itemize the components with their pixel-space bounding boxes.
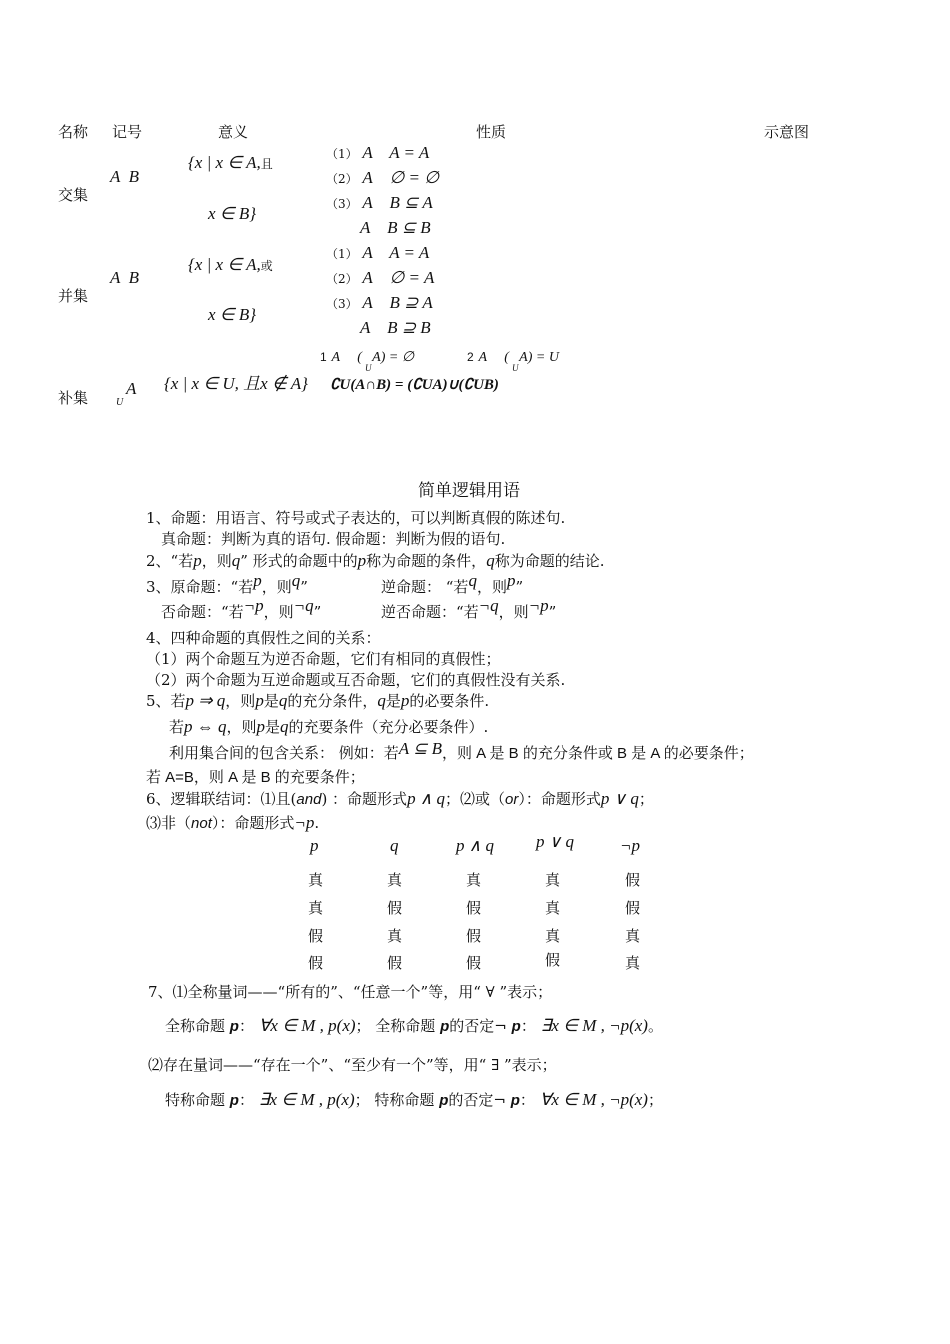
truth-cell: 真 — [387, 927, 403, 945]
var-q: q — [468, 571, 477, 590]
union-symbol: A B — [110, 268, 139, 287]
var-p: p — [439, 1092, 449, 1109]
prop-text: A A = A — [362, 143, 430, 162]
universal-expr: ∀x ∈ M , p(x) — [258, 1016, 356, 1035]
text: 称为命题的结论. — [494, 552, 605, 570]
logic-line-4-converse — [381, 571, 524, 597]
text: ： — [520, 1017, 536, 1035]
prop-number: （2） — [326, 272, 358, 286]
var-p: p — [400, 691, 410, 710]
text: ，则 — [498, 603, 529, 621]
prop-text: A ∅ = ∅ — [362, 168, 440, 187]
var-not-p: ¬p — [528, 596, 549, 615]
logic-line-2: 真命题：判断为真的语句. 假命题：判断为假的语句. — [161, 530, 506, 548]
header-diagram: 示意图 — [764, 123, 810, 141]
prop-text: A B ⊆ B — [360, 218, 431, 237]
complement-symbol: A — [126, 379, 137, 398]
text: 的充分条件， — [287, 692, 378, 710]
prop-text: A A = A — [362, 243, 430, 262]
text: 2、“若 — [146, 552, 194, 570]
truth-cell: 真 — [625, 927, 641, 945]
text: ；⑵或（ — [445, 790, 506, 808]
var-p: p — [357, 551, 367, 570]
text: 5、若 — [146, 692, 186, 710]
var-not-p: ¬p — [243, 596, 264, 615]
truth-cell: 假 — [466, 954, 482, 972]
text: ” 形式的命题中的 — [240, 552, 358, 570]
header-meaning: 意义 — [218, 123, 249, 141]
or-word: or — [505, 791, 519, 808]
quantifier-line-3: ⑵存在量词——“存在一个”、“至少有一个”等，用“ ∃ ”表示； — [148, 1056, 557, 1074]
text: ” — [300, 578, 308, 596]
neg-symbol: ¬ — [493, 1091, 506, 1109]
truth-cell: 真 — [466, 871, 482, 889]
intersection-prop-4 — [360, 218, 431, 238]
quantifier-line-2 — [165, 1015, 663, 1036]
prop-text: A ∅ = A — [362, 268, 435, 287]
truth-cell: 真 — [387, 871, 403, 889]
text: 3、原命题：“若 — [146, 578, 254, 596]
truth-cell: 假 — [466, 927, 482, 945]
text: ，则 — [261, 578, 292, 596]
var-p: p — [256, 717, 266, 736]
text: 。 — [647, 1017, 663, 1035]
logic-line-6: 4、四种命题的真假性之间的关系： — [146, 629, 381, 647]
intersection-meaning-1-word: 且 — [260, 157, 273, 171]
implies-expr: p ⇒ q — [185, 691, 226, 710]
truth-cell: 真 — [545, 871, 561, 889]
intersection-meaning-1-expr: {x | x ∈ A, — [188, 153, 261, 172]
text: 利用集合间的包含关系： 例如：若 — [169, 744, 399, 762]
var-p: p — [229, 1092, 239, 1109]
text: ，则 — [225, 692, 256, 710]
var-p: p — [511, 1018, 521, 1035]
intersection-name: 交集 — [58, 186, 89, 204]
subset-expr: A ⊆ B — [398, 739, 442, 758]
union-prop-3 — [326, 293, 433, 313]
text: ” — [548, 603, 557, 621]
complement-meaning: {x | x ∈ U, 且x ∉ A} — [164, 374, 308, 393]
complement-prop-1-sub: U — [365, 363, 372, 373]
text: 是 — [265, 718, 281, 736]
truth-cell: 假 — [625, 871, 641, 889]
truth-cell: 假 — [545, 951, 561, 969]
prop-text: A ( A) = ∅ — [331, 350, 415, 365]
complement-name: 补集 — [58, 389, 89, 407]
section-title: 简单逻辑用语 — [418, 481, 520, 501]
prop-number: （2） — [326, 172, 358, 186]
text: ⑶非（ — [146, 814, 192, 832]
not-word: not — [191, 815, 212, 832]
var-not-q: ¬q — [293, 596, 314, 615]
truth-cell: 真 — [545, 927, 561, 945]
var-p: p — [440, 1018, 450, 1035]
iff-expr: p ⇔ q — [184, 717, 227, 736]
or-expr: p ∨ q — [600, 789, 639, 808]
text: ，则 — [226, 718, 257, 736]
var-q: q — [280, 717, 289, 736]
intersection-meaning-2: x ∈ B} — [208, 204, 257, 223]
var-p: p — [255, 691, 264, 710]
logic-line-5 — [161, 596, 322, 622]
existential-expr: ∃x ∈ M , p(x) — [258, 1090, 355, 1109]
truth-cell: 假 — [466, 899, 482, 917]
text: ； — [647, 1091, 663, 1109]
text: 的必要条件. — [409, 692, 490, 710]
union-meaning-2: x ∈ B} — [208, 305, 257, 324]
logic-line-14 — [146, 812, 319, 833]
complement-prop-2-sub: U — [512, 363, 519, 373]
prop-text: A B ⊇ B — [360, 318, 431, 337]
truth-cell: 假 — [308, 927, 324, 945]
text: 6、逻辑联结词：⑴且( — [146, 790, 297, 808]
prop-text: A B ⊇ A — [362, 293, 433, 312]
text: ； — [638, 790, 654, 808]
neg-symbol: ¬ — [494, 1017, 507, 1035]
intersection-symbol: A B — [110, 167, 139, 186]
logic-line-9 — [146, 690, 489, 711]
logic-line-10 — [169, 716, 488, 737]
text: ，则 — [263, 603, 294, 621]
union-meaning-1-word: 或 — [260, 259, 273, 273]
and-expr: p ∧ q — [407, 789, 446, 808]
text: 逆否命题：“若 — [381, 603, 479, 621]
text: ” — [515, 578, 524, 596]
var-q: q — [291, 571, 301, 590]
logic-line-12: 若 A=B，则 A 是 B 的充要条件； — [146, 769, 365, 786]
var-q: q — [377, 691, 386, 710]
logic-line-5-contrapositive — [381, 596, 557, 622]
var-p: p — [229, 1018, 239, 1035]
logic-line-4 — [146, 571, 308, 597]
negation-expr: ∃x ∈ M , ¬p(x) — [540, 1016, 648, 1035]
text: ，则 A 是 B 的充分条件或 B 是 A 的必要条件； — [442, 745, 754, 762]
truth-header: q — [390, 836, 399, 855]
logic-line-7: （1）两个命题互为逆否命题，它们有相同的真假性； — [146, 650, 501, 668]
prop-text: A B ⊆ A — [362, 193, 433, 212]
not-expr: ¬p — [294, 813, 315, 832]
text: ” — [313, 603, 322, 621]
truth-header: p ∧ q — [456, 836, 494, 855]
prop-number: （3） — [326, 297, 358, 311]
truth-cell: 假 — [387, 954, 403, 972]
text: 特称命题 — [165, 1091, 226, 1109]
text: ) ：命题形式 — [321, 790, 408, 808]
truth-cell: 假 — [308, 954, 324, 972]
truth-cell: 假 — [387, 899, 403, 917]
text: ： — [238, 1091, 254, 1109]
var-q: q — [486, 551, 495, 570]
text: 否命题：“若 — [161, 603, 244, 621]
text: ： — [238, 1017, 254, 1035]
text: 若 — [169, 718, 185, 736]
prop-number: （1） — [326, 247, 358, 261]
text: 的充要条件（充分必要条件）. — [288, 718, 489, 736]
text: 的否定 — [449, 1017, 495, 1035]
var-p: p — [506, 571, 516, 590]
header-name: 名称 — [58, 123, 89, 141]
text: ）：命题形式 — [211, 814, 295, 832]
complement-prop-3: ∁U(A∩B) = (∁UA)∪(∁UB) — [330, 377, 499, 393]
header-symbol: 记号 — [112, 123, 143, 141]
logic-line-8: （2）两个命题为互逆命题或互否命题，它们的真假性没有关系. — [146, 671, 566, 689]
prop-number: 2 — [467, 350, 474, 364]
text: 是 — [263, 692, 279, 710]
intersection-prop-2 — [326, 168, 439, 188]
text: ； 特称命题 — [354, 1091, 435, 1109]
text: ； 全称命题 — [355, 1017, 436, 1035]
negation-expr: ∀x ∈ M , ¬p(x) — [539, 1090, 648, 1109]
union-prop-4 — [360, 318, 431, 338]
text: ）：命题形式 — [518, 790, 601, 808]
text: 称为命题的条件， — [366, 552, 487, 570]
and-word: and — [296, 791, 322, 808]
var-not-q: ¬q — [478, 596, 499, 615]
union-meaning-1 — [188, 255, 273, 275]
union-prop-1 — [326, 243, 429, 263]
union-meaning-1-expr: {x | x ∈ A, — [188, 255, 261, 274]
text: 逆命题： “若 — [381, 578, 469, 596]
truth-cell: 真 — [308, 899, 324, 917]
prop-number: （1） — [326, 147, 358, 161]
complement-symbol-sub: U — [116, 397, 124, 408]
intersection-prop-3 — [326, 193, 433, 213]
var-p: p — [253, 571, 262, 590]
union-prop-2 — [326, 268, 434, 288]
logic-line-3 — [146, 550, 604, 571]
text: 是 — [385, 692, 401, 710]
prop-number: （3） — [326, 197, 358, 211]
text: . — [314, 814, 320, 832]
header-property: 性质 — [476, 123, 507, 141]
truth-cell: 真 — [308, 871, 324, 889]
quantifier-line-1: 7、⑴全称量词——“所有的”、“任意一个”等，用“ ∀ ”表示； — [148, 983, 553, 1001]
truth-cell: 假 — [625, 899, 641, 917]
var-q: q — [231, 551, 241, 570]
intersection-meaning-1 — [188, 153, 273, 173]
truth-cell: 真 — [545, 899, 561, 917]
var-p: p — [510, 1092, 520, 1109]
quantifier-line-4 — [165, 1089, 663, 1110]
logic-line-13 — [146, 788, 654, 809]
intersection-prop-1 — [326, 143, 429, 163]
text: ，则 — [201, 552, 232, 570]
union-name: 并集 — [58, 287, 89, 305]
truth-header: p ∨ q — [536, 832, 574, 851]
var-q: q — [278, 691, 288, 710]
truth-header: ¬p — [620, 836, 640, 855]
text: ： — [519, 1091, 535, 1109]
text: 全称命题 — [165, 1017, 226, 1035]
truth-header: p — [310, 836, 319, 855]
prop-number: 1 — [320, 350, 327, 364]
text: ，则 — [476, 578, 507, 596]
text: 的否定 — [448, 1091, 494, 1109]
truth-cell: 真 — [625, 954, 641, 972]
var-p: p — [193, 551, 202, 570]
logic-line-11 — [169, 739, 754, 763]
logic-line-1: 1、命题：用语言、符号或式子表达的，可以判断真假的陈述句. — [146, 509, 566, 527]
prop-text: A ( A) = U — [478, 350, 559, 365]
